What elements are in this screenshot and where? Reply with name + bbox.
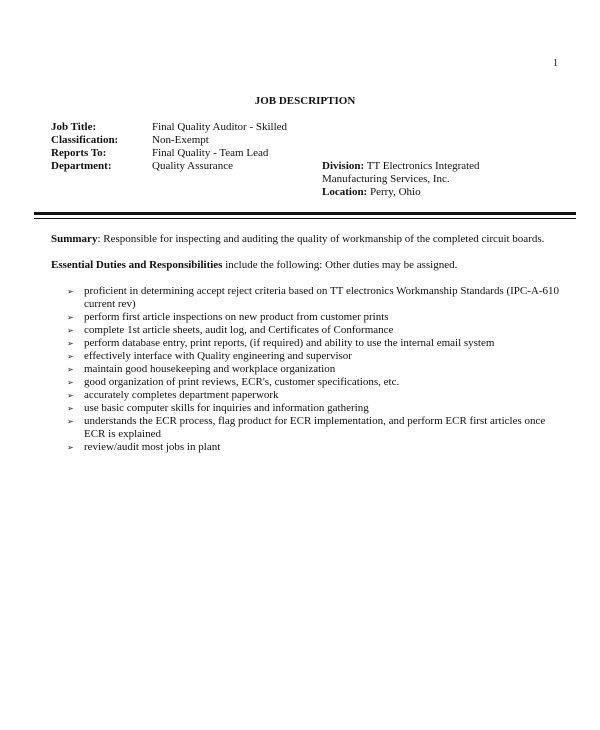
list-item-text: understands the ECR process, flag product for ECR implementation, and perform ECR first articles once ECR is explained (84, 415, 546, 440)
location-label: Location: (322, 186, 368, 198)
summary (51, 233, 571, 246)
location-line (322, 186, 552, 199)
duties-intro (51, 259, 571, 272)
list-item (67, 350, 567, 363)
arrow-bullet-icon: ➢ (67, 417, 74, 426)
list-item-text: use basic computer skills for inquiries and information gathering (84, 402, 369, 414)
summary-text: : Responsible for inspecting and auditing the quality of workmanship of the completed circuit boards. (97, 233, 545, 245)
duties-heading: Essential Duties and Responsibilities (51, 259, 223, 271)
page-number: 1 (553, 58, 558, 69)
info-value: Quality Assurance (152, 160, 233, 172)
list-item (67, 389, 567, 402)
duties-list (67, 285, 567, 454)
list-item-text: accurately completes department paperwork (84, 389, 279, 401)
info-label: Classification: (51, 134, 119, 146)
division-block (322, 160, 552, 199)
list-item (67, 311, 567, 324)
section-divider-thick (34, 212, 576, 215)
list-item (67, 285, 567, 311)
division-value-line1: TT Electronics Integrated (366, 160, 480, 172)
list-item-text: proficient in determining accept reject criteria based on TT electronics Workmanship Standards (IPC-A-610 current rev) (84, 285, 560, 310)
list-item-text: maintain good housekeeping and workplace organization (84, 363, 336, 375)
arrow-bullet-icon: ➢ (67, 339, 74, 348)
list-item (67, 441, 567, 454)
summary-label: Summary (51, 233, 98, 245)
arrow-bullet-icon: ➢ (67, 326, 74, 335)
arrow-bullet-icon: ➢ (67, 287, 74, 296)
arrow-bullet-icon: ➢ (67, 443, 74, 452)
division-line (322, 160, 552, 173)
location-value: Perry, Ohio (369, 186, 421, 198)
info-label: Job Title: (51, 121, 97, 133)
arrow-bullet-icon: ➢ (67, 391, 74, 400)
arrow-bullet-icon: ➢ (67, 404, 74, 413)
arrow-bullet-icon: ➢ (67, 378, 74, 387)
info-label: Department: (51, 160, 112, 172)
division-value-line2: Manufacturing Services, Inc. (322, 173, 450, 185)
info-value: Final Quality Auditor - Skilled (152, 121, 288, 133)
arrow-bullet-icon: ➢ (67, 365, 74, 374)
list-item (67, 376, 567, 389)
list-item (67, 324, 567, 337)
info-value: Final Quality - Team Lead (152, 147, 269, 159)
info-label: Reports To: (51, 147, 107, 159)
list-item (67, 415, 567, 441)
info-value: Non-Exempt (152, 134, 209, 146)
list-item-text: complete 1st article sheets, audit log, and Certificates of Conformance (84, 324, 394, 336)
arrow-bullet-icon: ➢ (67, 313, 74, 322)
list-item-text: perform first article inspections on new product from customer prints (84, 311, 389, 323)
list-item (67, 402, 567, 415)
duties-intro-text: include the following: Other duties may be assigned. (222, 259, 458, 271)
list-item (67, 363, 567, 376)
list-item-text: review/audit most jobs in plant (84, 441, 221, 453)
page-title: JOB DESCRIPTION (254, 95, 356, 107)
arrow-bullet-icon: ➢ (67, 352, 74, 361)
section-divider-thin (34, 218, 576, 219)
list-item (67, 337, 567, 350)
list-item-text: effectively interface with Quality engineering and supervisor (84, 350, 352, 362)
division-label: Division: (322, 160, 365, 172)
list-item-text: good organization of print reviews, ECR's, customer specifications, etc. (84, 376, 400, 388)
list-item-text: perform database entry, print reports, (if required) and ability to use the internal email system (84, 337, 495, 349)
